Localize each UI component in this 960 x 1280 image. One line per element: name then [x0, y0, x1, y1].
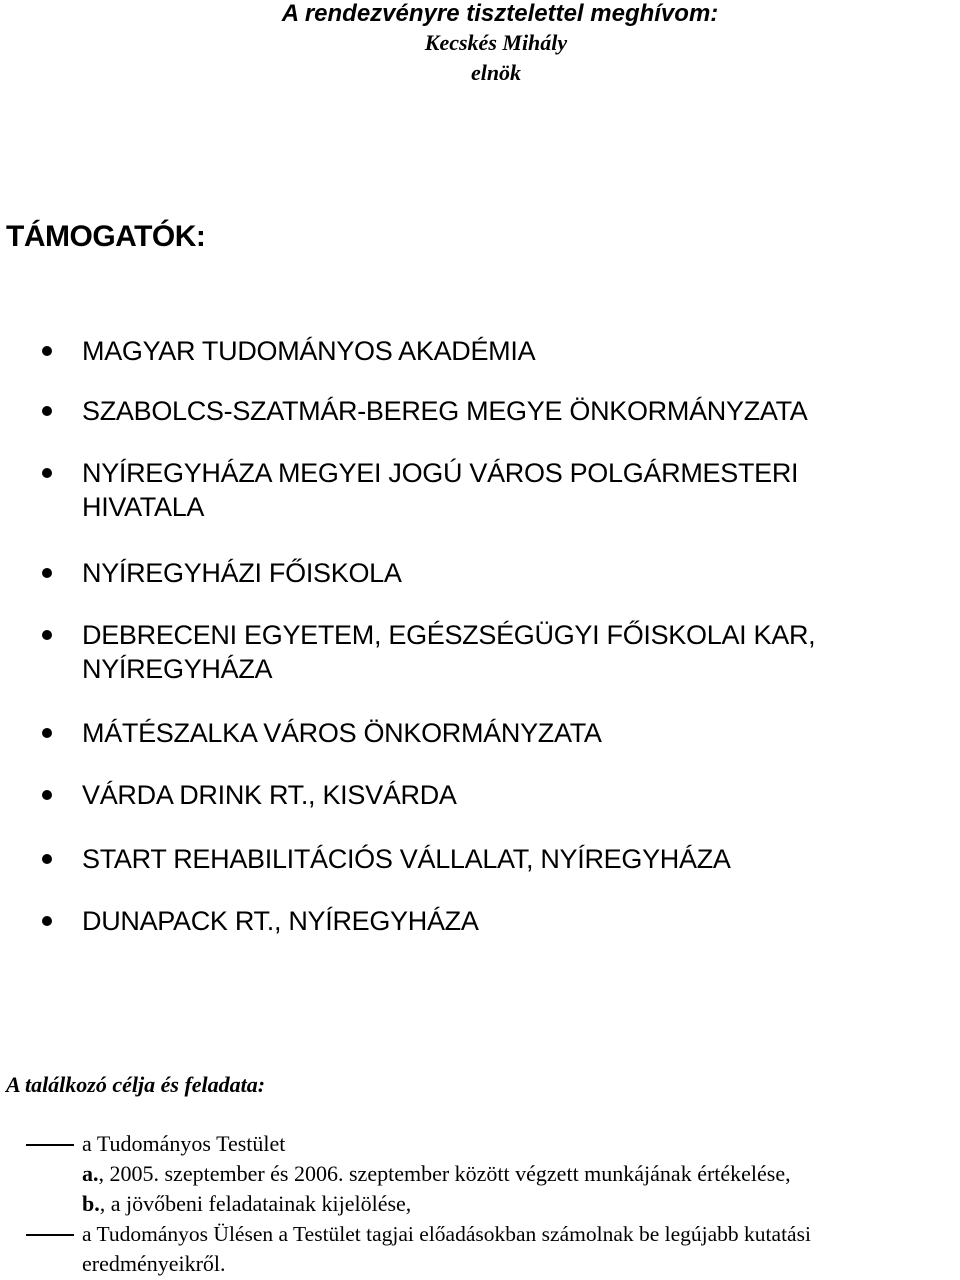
- sub-b-marker: b.: [82, 1191, 100, 1216]
- sub-a-marker: a.: [82, 1161, 99, 1186]
- dash-icon: [26, 1144, 74, 1146]
- sponsor-item: [82, 618, 942, 686]
- goal-item-2-cont: eredményeikről.: [82, 1251, 226, 1276]
- bullet-icon: [42, 728, 52, 738]
- sponsor-label-cont: NYÍREGYHÁZA: [82, 654, 273, 684]
- sub-a-text: , 2005. szeptember és 2006. szeptember között végzett munkájának értékelése,: [98, 1161, 791, 1186]
- sponsor-item: [82, 778, 942, 812]
- invitation-name: Kecskés Mihály: [424, 30, 568, 55]
- sponsor-label: DUNAPACK RT., NYÍREGYHÁZA: [82, 906, 479, 936]
- sponsors-heading: TÁMOGATÓK:: [6, 220, 206, 253]
- sponsor-label: MAGYAR TUDOMÁNYOS AKADÉMIA: [82, 336, 536, 366]
- sponsor-label: DEBRECENI EGYETEM, EGÉSZSÉGÜGYI FŐISKOLAI KAR,: [82, 620, 816, 650]
- sponsor-label: SZABOLCS-SZATMÁR-BEREG MEGYE ÖNKORMÁNYZATA: [82, 396, 808, 426]
- sponsor-label: NYÍREGYHÁZA MEGYEI JOGÚ VÁROS POLGÁRMESTERI: [82, 458, 799, 488]
- sponsor-label: MÁTÉSZALKA VÁROS ÖNKORMÁNYZATA: [82, 718, 602, 748]
- sponsor-label: NYÍREGYHÁZI FŐISKOLA: [82, 558, 402, 588]
- sponsor-item: [82, 556, 942, 590]
- bullet-icon: [42, 406, 52, 416]
- sponsor-item: [82, 842, 942, 876]
- sponsor-item: [82, 334, 942, 368]
- sponsor-item: [82, 456, 942, 524]
- sponsor-item: [82, 716, 942, 750]
- sub-b-text: , a jövőbeni feladatainak kijelölése,: [99, 1191, 412, 1216]
- bullet-icon: [42, 346, 52, 356]
- sponsor-label: START REHABILITÁCIÓS VÁLLALAT, NYÍREGYHÁZA: [82, 844, 731, 874]
- goal-sub-a: [82, 1159, 791, 1189]
- sponsor-item: [82, 904, 942, 938]
- goal-sub-b: [82, 1189, 411, 1219]
- sponsor-label-cont: HIVATALA: [82, 492, 205, 522]
- bullet-icon: [42, 630, 52, 640]
- bullet-icon: [42, 854, 52, 864]
- bullet-icon: [42, 916, 52, 926]
- invitation-line: A rendezvényre tisztelettel meghívom:: [281, 0, 719, 27]
- invitation-role: elnök: [470, 60, 522, 85]
- sponsor-label: VÁRDA DRINK RT., KISVÁRDA: [82, 780, 457, 810]
- bullet-icon: [42, 790, 52, 800]
- dash-icon: [26, 1234, 74, 1236]
- bullet-icon: [42, 568, 52, 578]
- sponsor-item: [82, 394, 942, 428]
- bullet-icon: [42, 468, 52, 478]
- goal-item-2: a Tudományos Ülésen a Testület tagjai előadásokban számolnak be legújabb kutatási: [82, 1222, 811, 1246]
- goal-item-1: a Tudományos Testület: [82, 1131, 286, 1156]
- goals-heading: A találkozó célja és feladata:: [6, 1072, 266, 1097]
